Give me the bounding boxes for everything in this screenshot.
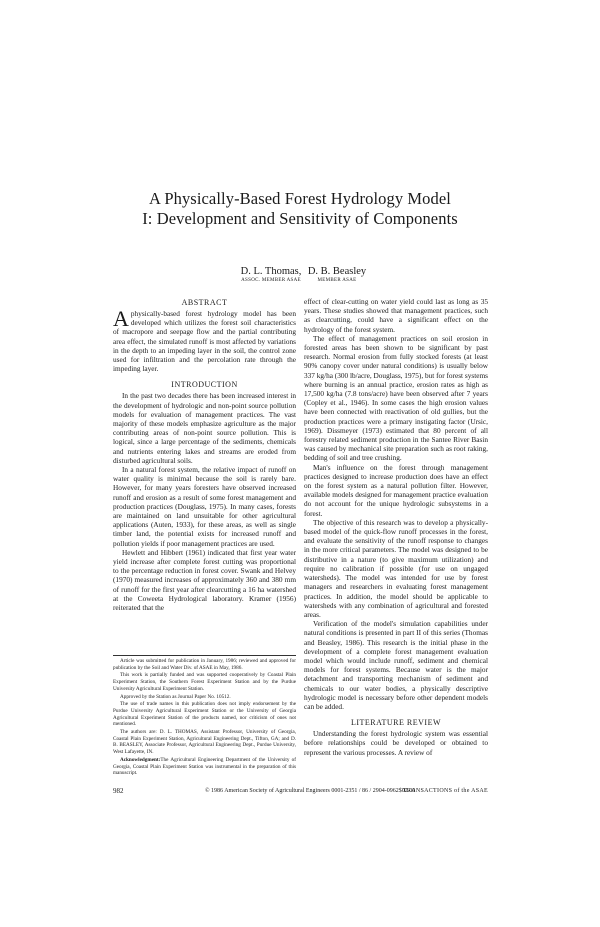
page-number: 982 xyxy=(113,787,124,795)
footnote: This work is partially funded and was supported cooperatively by Coastal Plain Experiment Station, the Southern Forest Experiment Station and by the Purdue University Agricultural Experiment Station. xyxy=(113,672,296,692)
body-paragraph: Verification of the model's simulation capabilities under natural conditions is presented in part II of this series (Thomas and Beasley, 1986). This research is the initial phase in the development of a complete forest management evaluation model which would include runoff, sediment and chemical models for forest systems. Because water is the major detachment and transporting mechanism of sediment and chemicals to our water bodies, a physically descriptive hydrologic model is necessary before other dependent models can be added. xyxy=(304,619,488,711)
right-column xyxy=(304,297,488,757)
author-block xyxy=(307,266,367,284)
introduction-heading: INTRODUCTION xyxy=(171,380,238,390)
body-paragraph: Man's influence on the forest through management practices designed to increase production does have an effect on the forest system as a natural pollution filter. However, available models designed for management practice evaluation do not account for the unique hydrologic subsystems in a forest. xyxy=(304,462,488,518)
author-membership: MEMBER ASAE xyxy=(317,278,357,283)
body-paragraph: Understanding the forest hydrologic system was essential before relationships could be developed or obtained to represent the various processes. A review of xyxy=(304,729,488,757)
left-column xyxy=(113,297,296,612)
author-name: D. B. Beasley xyxy=(307,266,367,277)
body-paragraph: The objective of this research was to develop a physically-based model of the quick-flow runoff processes in the forest, and evaluate the sensitivity of the runoff response to changes in the more critical parameters. The model was designed to be distributive in a nature (to give maximum utilization) and require no calibration if possible (for use on ungaged watersheds). The model was intended for use by forest managers and researchers in evaluating forest management practices. In addition, the model should be applicable to watersheds with any combination of agricultural and forested areas. xyxy=(304,517,488,619)
footnote: Article was submitted for publication in January, 1986; reviewed and approved for publication by the Soil and Water Div. of ASAE in May, 1986. xyxy=(113,658,296,671)
body-paragraph: Hewlett and Hibbert (1961) indicated that first year water yield increase after complete forest cutting was proportional to the percentage reduction in forest cover. Swank and Helvey (1970) measured increases of approximately 360 and 380 mm of runoff for the first year after clearcutting a 16 ha watershed at the Coweeta Hydrological laboratory. Kramer (1956) reiterated that the xyxy=(113,547,296,613)
body-paragraph: In a natural forest system, the relative impact of runoff on water quality is minimal because the soil is rarely bare. However, for many years foresters have observed increased runoff and erosion as a result of some forest management and production practices (Douglass, 1975). In many cases, forests are maintained on land unsuitable for other agricultural applications (Auten, 1933), for these areas, as well as single timber land, the potential exists for increased runoff and pollution yields if poor management practices are used. xyxy=(113,465,296,548)
journal-name: TRANSACTIONS of the ASAE xyxy=(402,788,488,794)
acknowledgment-label: Acknowledgment: xyxy=(120,756,161,763)
footnote: The authors are: D. L. THOMAS, Assistant Professor, University of Georgia, Coastal Plain Experiment Station, Agricultural Engineering Dept., Tifton, GA; and D. B. BEASLEY, Associate Professor, Agricultural Engineering Dept., Purdue University, West Lafayette, IN. xyxy=(113,729,296,756)
footnotes xyxy=(113,655,296,778)
author-name: D. L. Thomas, xyxy=(240,266,302,277)
page-footer xyxy=(113,786,488,796)
copyright-line: © 1986 American Society of Agricultural Engineers 0001-2351 / 86 / 2904-0962$02.00 xyxy=(205,788,416,794)
abstract-body: physically-based forest hydrology model has been developed which utilizes the forest soil characteristics of macropore and seepage flow and the partial contributing area effect, the simulated runoff is most affected by variations in the depth to an impeding layer in the soil, the control zone used for infiltration and the percolation rate through the impeding layer. xyxy=(113,309,296,374)
body-paragraph: The effect of management practices on soil erosion in forested areas has been shown to be significant by past research. Normal erosion from fully stocked forests (at least 90% canopy cover under natural conditions) is usually below 337 kg/ha (300 lb/acre, Douglass, 1975), but for forest systems where burning is an annual practice, erosion rates as high as 17,500 kg/ha (7.8 tons/acre) have been observed after 7 years (Copley et al., 1946). In some cases the high erosion values have been connected with reactivation of old gullies, but the production practices were a primary instigating factor (Ursic, 1969). Dissmeyer (1973) estimated that 80 percent of all forestry related sediment production in the Santee River Basin was caused by mechanical site preparation such as root raking, bedding of soil and tree crushing. xyxy=(304,333,489,463)
footnote: Approved by the Station as Journal Paper No. 10512. xyxy=(120,693,231,700)
footnote: The use of trade names in this publication does not imply endorsement by the Purdue University Agricultural Experiment Station or the University of Georgia Agricultural Experiment Station of the products named, nor criticism of ones not mentioned. xyxy=(113,701,296,728)
author-membership: ASSOC. MEMBER ASAE xyxy=(241,278,301,283)
body-paragraph: In the past two decades there has been increased interest in the development of hydrologic and non-point source pollution models for evaluation of management practices. The vast majority of these models emphasize agriculture as the major contributing areas of non-point source pollution. This is logical, since a large percentage of the sediments, chemicals and nutrients entering lakes and streams are eroded from disturbed agricultural soils. xyxy=(113,391,296,465)
author-block xyxy=(238,266,304,284)
drop-cap: A xyxy=(113,306,129,331)
literature-review-heading: LITERATURE REVIEW xyxy=(350,718,442,728)
body-paragraph: effect of clear-cutting on water yield could last as long as 35 years. These studies showed that management practices, such as clearcutting, could have a significant effect on the hydrology of the forest system. xyxy=(304,297,488,334)
acknowledgment-text: The Agricultural Engineering Department of the University of Georgia, Coastal Plain Experiment Station was instrumental in the preparation of this manuscript. xyxy=(113,756,296,777)
paper-title-line-1: A Physically-Based Forest Hydrology Model xyxy=(149,189,451,208)
abstract-heading: ABSTRACT xyxy=(181,298,228,307)
paper-title-line-2: I: Development and Sensitivity of Components xyxy=(142,209,458,228)
acknowledgment xyxy=(113,757,296,777)
abstract-text xyxy=(113,306,296,374)
